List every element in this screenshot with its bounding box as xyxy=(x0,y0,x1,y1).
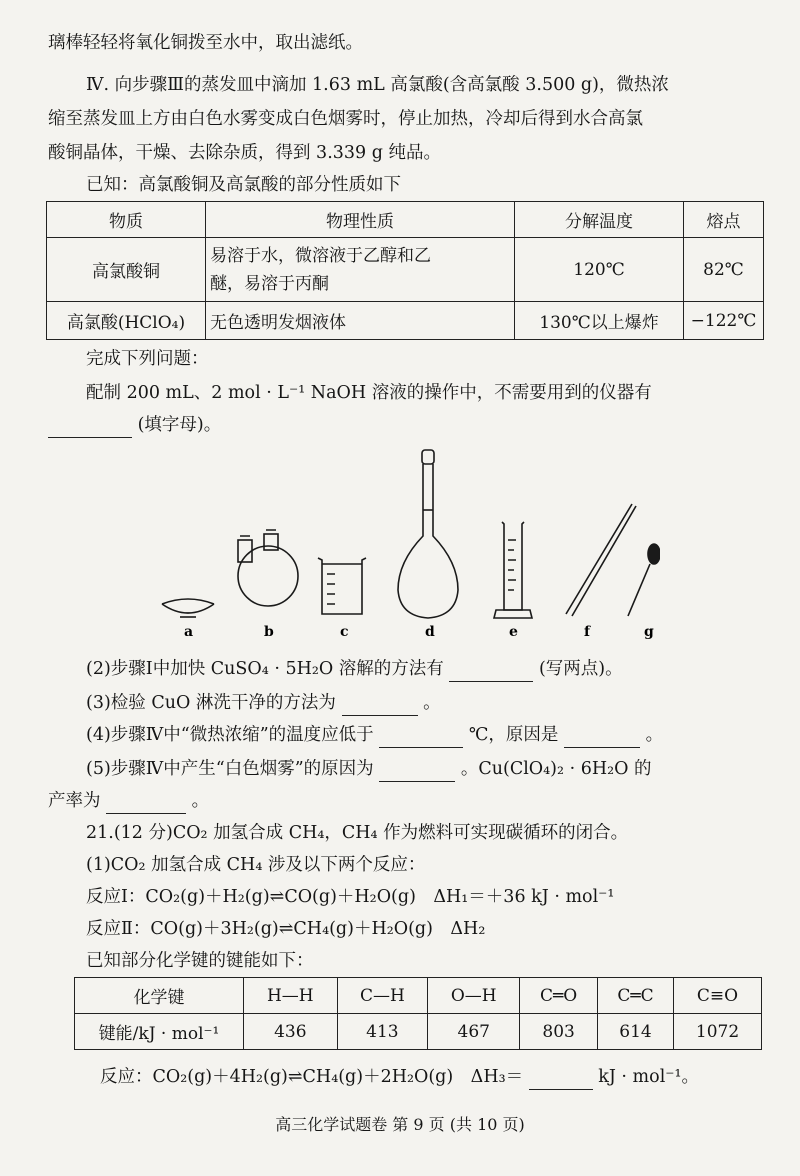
bond-cell: C═O xyxy=(520,978,598,1014)
decomp-cell: 130℃以上爆炸 xyxy=(515,302,684,340)
q4-prefix: (4)步骤Ⅳ中“微热浓缩”的温度应低于 xyxy=(86,725,374,745)
q4-suffix: 。 xyxy=(645,725,664,745)
q5-line2-suffix: 。 xyxy=(191,791,210,811)
apparatus-figure xyxy=(140,444,660,644)
q5-line2 xyxy=(48,788,764,814)
beaker-icon xyxy=(318,558,366,614)
energy-cell: 467 xyxy=(428,1014,520,1050)
table-header: 分解温度 xyxy=(515,202,684,238)
q2-prefix: (2)步骤Ⅰ中加快 CuSO₄ · 5H₂O 溶解的方法有 xyxy=(86,659,444,679)
table-row xyxy=(47,238,764,302)
apparatus-label: a xyxy=(184,624,194,640)
decomp-cell: 120℃ xyxy=(515,238,684,302)
answer-blank[interactable] xyxy=(379,761,455,782)
step4-line1: Ⅳ. 向步骤Ⅲ的蒸发皿中滴加 1.63 mL 高氯酸(含高氯酸 3.500 g)，微热浓 xyxy=(86,75,669,95)
answer-blank[interactable] xyxy=(342,695,418,716)
row-header: 化学键 xyxy=(75,978,244,1014)
bond-cell: H—H xyxy=(244,978,338,1014)
page-footer: 高三化学试题卷 第 9 页 (共 10 页) xyxy=(275,1115,525,1134)
substance-cell: 高氯酸铜 xyxy=(47,238,206,302)
property-cell xyxy=(206,238,515,302)
table-row xyxy=(47,302,764,340)
bond-cell: C—H xyxy=(337,978,428,1014)
answer-blank[interactable] xyxy=(449,661,533,682)
intro-line: 璃棒轻轻将氧化铜拨至水中，取出滤纸。 xyxy=(48,33,363,53)
glass-rod-icon xyxy=(566,504,636,616)
bond-cell: C≡O xyxy=(674,978,762,1014)
property-line: 醚，易溶于丙酮 xyxy=(210,273,329,294)
q21-sub1: (1)CO₂ 加氢合成 CH₄ 涉及以下两个反应： xyxy=(86,855,426,875)
properties-table xyxy=(46,201,764,340)
energy-cell: 803 xyxy=(520,1014,598,1050)
q5-line2-prefix: 产率为 xyxy=(48,791,101,811)
substance-cell: 高氯酸(HClO₄) xyxy=(47,302,206,340)
reaction-3-suffix: kJ · mol⁻¹。 xyxy=(598,1067,700,1087)
apparatus-label: f xyxy=(584,624,591,640)
table-header: 熔点 xyxy=(684,202,764,238)
answer-blank[interactable] xyxy=(564,727,640,748)
q3-prefix: (3)检验 CuO 淋洗干净的方法为 xyxy=(86,693,336,713)
table-header-row xyxy=(47,202,764,238)
graduated-cylinder-icon xyxy=(494,522,532,618)
table-header: 物理性质 xyxy=(206,202,515,238)
q4-line xyxy=(86,722,764,748)
q5-prefix: (5)步骤Ⅳ中产生“白色烟雾”的原因为 xyxy=(86,759,374,779)
bond-intro: 已知部分化学键的键能如下： xyxy=(86,951,314,971)
apparatus-label: b xyxy=(264,624,274,640)
q5-mid: 。Cu(ClO₄)₂ · 6H₂O 的 xyxy=(460,759,652,779)
mp-cell: −122℃ xyxy=(684,302,764,340)
answer-blank[interactable] xyxy=(529,1069,593,1090)
apparatus-label: e xyxy=(509,624,518,640)
bond-cell: C═C xyxy=(597,978,673,1014)
q5-line1 xyxy=(86,756,764,782)
q1-line1: 配制 200 mL、2 mol · L⁻¹ NaOH 溶液的操作中，不需要用到的仪器有 xyxy=(86,383,652,403)
energy-cell: 1072 xyxy=(674,1014,762,1050)
bond-row xyxy=(75,978,762,1014)
property-line: 易溶于水，微溶液于乙醇和乙 xyxy=(210,245,431,266)
energy-cell: 614 xyxy=(597,1014,673,1050)
bond-cell: O—H xyxy=(428,978,520,1014)
property-cell: 无色透明发烟液体 xyxy=(206,302,515,340)
step4-line2: 缩至蒸发皿上方由白色水雾变成白色烟雾时，停止加热，冷却后得到水合高氯 xyxy=(48,109,643,129)
energy-cell: 413 xyxy=(337,1014,428,1050)
energy-cell: 436 xyxy=(244,1014,338,1050)
q3-line xyxy=(86,690,764,716)
known-title: 已知：高氯酸铜及高氯酸的部分性质如下 xyxy=(86,175,401,195)
q21-title: 21.(12 分)CO₂ 加氢合成 CH₄，CH₄ 作为燃料可实现碳循环的闭合。 xyxy=(86,823,629,843)
questions-intro: 完成下列问题： xyxy=(86,349,209,369)
energy-row xyxy=(75,1014,762,1050)
apparatus-label: c xyxy=(340,624,349,640)
answer-blank[interactable] xyxy=(379,727,463,748)
volumetric-flask-icon xyxy=(398,450,458,618)
q1-line2 xyxy=(48,412,764,438)
mp-cell: 82℃ xyxy=(684,238,764,302)
apparatus-label: d xyxy=(425,624,435,640)
evaporating-dish-icon xyxy=(162,599,214,617)
apparatus-label: g xyxy=(644,624,654,640)
q3-suffix: 。 xyxy=(423,693,441,713)
reaction-1: 反应Ⅰ：CO₂(g)＋H₂(g)⇌CO(g)＋H₂O(g) ΔH₁＝＋36 kJ · mol⁻¹ xyxy=(86,887,615,907)
row-header: 键能/kJ · mol⁻¹ xyxy=(75,1014,244,1050)
answer-blank[interactable] xyxy=(48,417,132,438)
q1-suffix: (填字母)。 xyxy=(137,415,222,435)
reaction-3 xyxy=(100,1064,764,1090)
two-neck-flask-icon xyxy=(238,530,298,606)
q2-line xyxy=(86,656,764,682)
q2-suffix: (写两点)。 xyxy=(538,659,623,679)
reaction-3-prefix: 反应：CO₂(g)＋4H₂(g)⇌CH₄(g)＋2H₂O(g) ΔH₃＝ xyxy=(100,1067,524,1087)
dropper-icon xyxy=(628,544,660,616)
answer-blank[interactable] xyxy=(106,793,186,814)
reaction-2: 反应Ⅱ：CO(g)＋3H₂(g)⇌CH₄(g)＋H₂O(g) ΔH₂ xyxy=(86,919,486,939)
bond-energy-table xyxy=(74,977,762,1050)
table-header: 物质 xyxy=(47,202,206,238)
step4-line3: 酸铜晶体，干燥、去除杂质，得到 3.339 g 纯品。 xyxy=(48,143,441,163)
q4-mid: ℃，原因是 xyxy=(468,725,559,745)
